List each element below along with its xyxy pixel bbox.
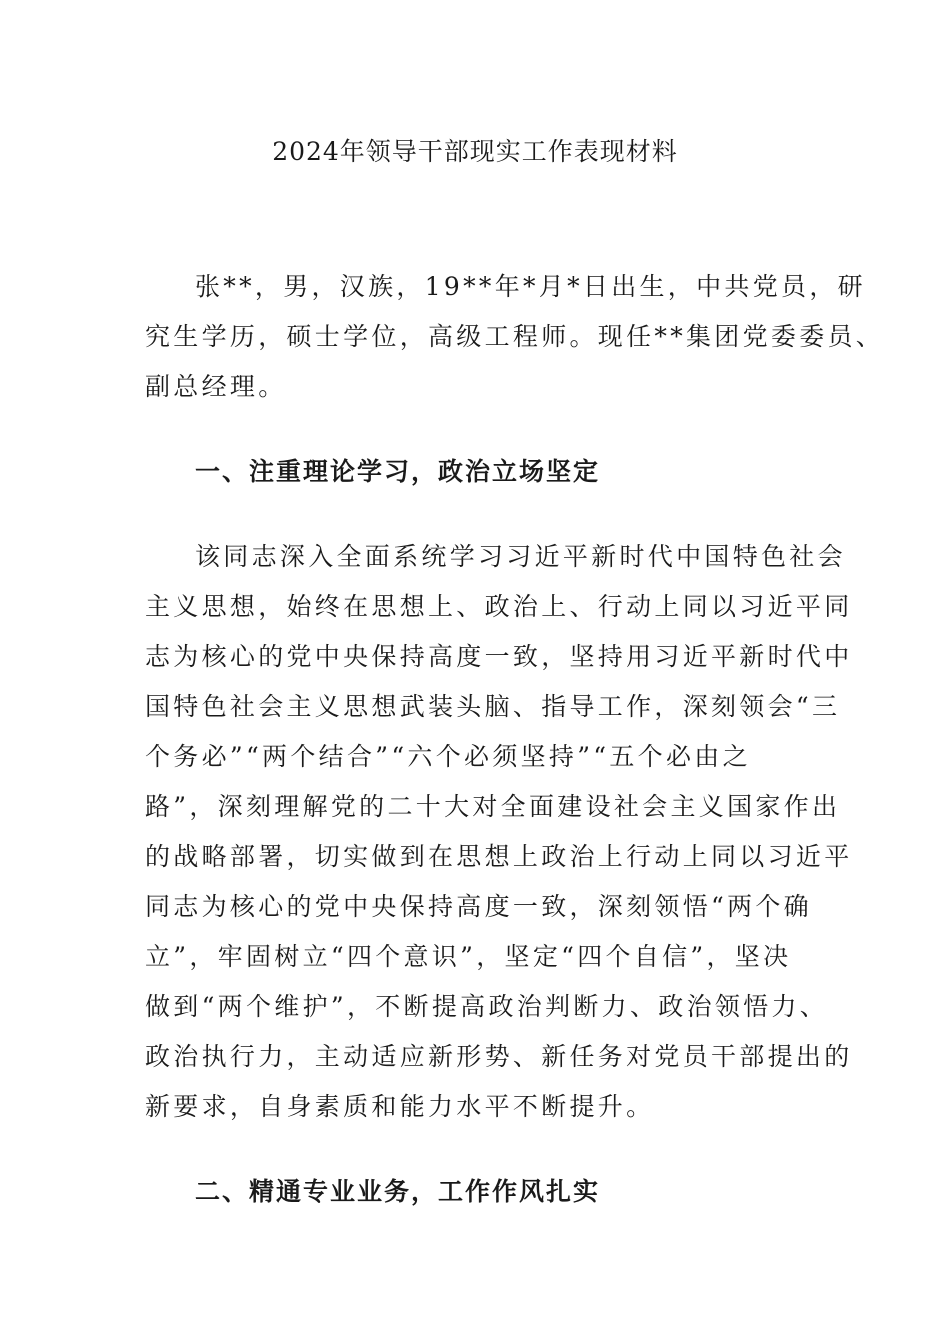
- section-1-paragraph: [145, 532, 853, 1132]
- section-1-line: 做到“两个维护”，不断提高政治判断力、政治领悟力、: [145, 992, 829, 1021]
- section-1-heading: 一、注重理论学习，政治立场坚定: [195, 457, 601, 486]
- intro-line: 副总经理。: [145, 372, 287, 401]
- section-1-line: 主义思想，始终在思想上、政治上、行动上同以习近平同: [145, 592, 853, 621]
- section-1-line: 路”，深刻理解党的二十大对全面建设社会主义国家作出: [145, 792, 841, 821]
- section-1-line: 同志为核心的党中央保持高度一致，深刻领悟“两个确: [145, 892, 812, 921]
- intro-line: 究生学历，硕士学位，高级工程师。现任**集团党委委员、: [145, 322, 885, 351]
- document-title: 2024年领导干部现实工作表现材料: [272, 137, 678, 166]
- intro-paragraph: [145, 262, 885, 412]
- section-1-line: 志为核心的党中央保持高度一致，坚持用习近平新时代中: [145, 642, 853, 671]
- section-1-line: 政治执行力，主动适应新形势、新任务对党员干部提出的: [145, 1042, 853, 1071]
- section-1-line: 的战略部署，切实做到在思想上政治上行动上同以习近平: [145, 842, 853, 871]
- section-1-line: 新要求，自身素质和能力水平不断提升。: [145, 1092, 655, 1121]
- section-1-line: 个务必”“两个结合”“六个必须坚持”“五个必由之: [145, 742, 751, 771]
- intro-line: 张**，男，汉族，19**年*月*日出生，中共党员，研: [195, 272, 866, 301]
- section-2-heading: 二、精通专业业务，工作作风扎实: [195, 1177, 601, 1206]
- section-1-line: 该同志深入全面系统学习习近平新时代中国特色社会: [195, 542, 846, 571]
- section-1-line: 立”，牢固树立“四个意识”，坚定“四个自信”，坚决: [145, 942, 792, 971]
- section-1-line: 国特色社会主义思想武装头脑、指导工作，深刻领会“三: [145, 692, 841, 721]
